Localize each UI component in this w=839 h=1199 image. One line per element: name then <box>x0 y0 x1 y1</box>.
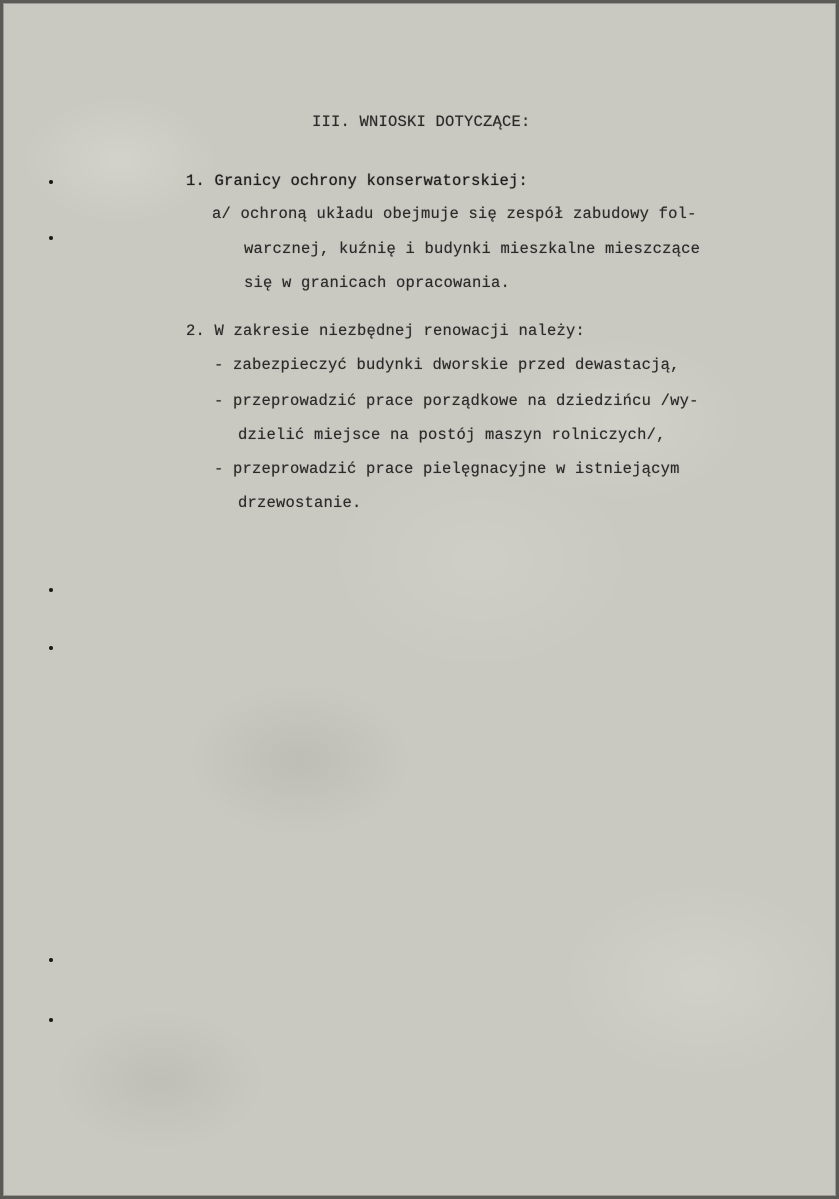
binding-hole-mark <box>49 1018 53 1022</box>
section-2-line: drzewostanie. <box>238 494 362 512</box>
binding-hole-mark <box>49 588 53 592</box>
section-2-title: 2. W zakresie niezbędnej renowacji należy: <box>186 322 586 340</box>
section-2-line: - przeprowadzić prace pielęgnacyjne w istniejącym <box>214 460 680 478</box>
section-1-line: warcznej, kuźnię i budynki mieszkalne mieszczące <box>244 240 701 258</box>
section-heading: III. WNIOSKI DOTYCZĄCE: <box>312 113 531 131</box>
section-2-line: dzielić miejsce na postój maszyn rolniczych/, <box>238 426 666 444</box>
section-2-line: - zabezpieczyć budynki dworskie przed dewastacją, <box>214 356 680 374</box>
binding-hole-mark <box>49 646 53 650</box>
binding-hole-mark <box>49 180 53 184</box>
section-2-line: - przeprowadzić prace porządkowe na dziedzińcu /wy- <box>214 392 699 410</box>
binding-hole-mark <box>49 236 53 240</box>
binding-hole-mark <box>49 958 53 962</box>
section-1-line: a/ ochroną układu obejmuje się zespół zabudowy fol- <box>212 205 697 223</box>
section-1-title: 1. Granicy ochrony konserwatorskiej: <box>186 172 529 190</box>
section-1-line: się w granicach opracowania. <box>244 274 511 292</box>
